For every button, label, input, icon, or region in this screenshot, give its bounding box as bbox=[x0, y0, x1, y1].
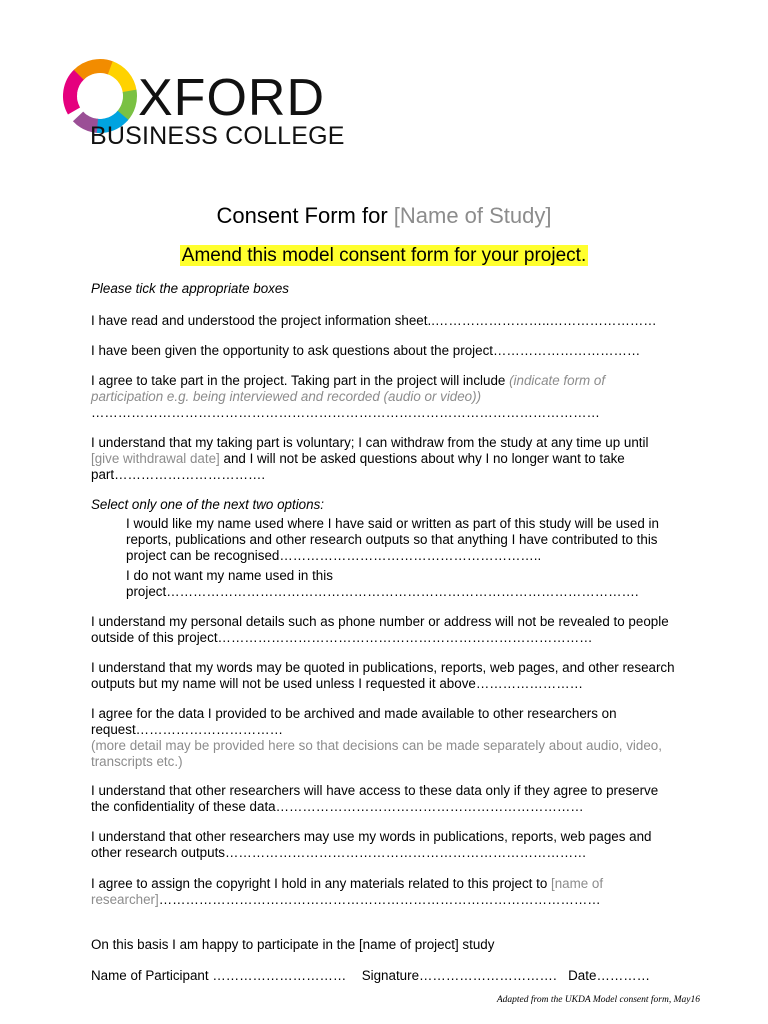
amend-highlight: Amend this model consent form for your project. bbox=[181, 245, 587, 266]
oxford-business-college-logo bbox=[60, 56, 360, 152]
tick-dots: …………………………………………………………… bbox=[275, 799, 584, 814]
basis-statement: On this basis I am happy to participate in the [name of project] study bbox=[91, 937, 495, 952]
item-quoted bbox=[91, 660, 675, 692]
item-text: I understand that other researchers will have access to these data only if they agree to preserve the confidentiality of these data bbox=[91, 783, 659, 814]
date-field[interactable]: ………… bbox=[596, 968, 650, 983]
item-text: I agree for the data I provided to be archived and made available to other researchers on request bbox=[91, 706, 617, 737]
title-prefix: Consent Form for bbox=[216, 203, 394, 228]
logo-subtitle: BUSINESS COLLEGE bbox=[90, 122, 345, 150]
item-confidentiality bbox=[91, 783, 675, 815]
withdrawal-date-hint: [give withdrawal date] bbox=[91, 451, 220, 466]
date-label: Date bbox=[568, 968, 597, 983]
study-name-placeholder: [Name of Study] bbox=[393, 203, 552, 228]
item-text: I agree to assign the copyright I hold in any materials related to this project to bbox=[91, 876, 551, 891]
tick-dots: ……………………………………………………………………………………………. bbox=[166, 584, 639, 599]
tick-dots: ……………………..…………………… bbox=[434, 313, 657, 328]
item-text: I would like my name used where I have said or written as part of this study will be used in reports, publications and other research outputs so that anything I have contributed to this project can be recognised bbox=[126, 516, 659, 563]
item-text: I understand that my taking part is voluntary; I can withdraw from the study at any time up until bbox=[91, 435, 649, 450]
item-questions bbox=[91, 343, 675, 359]
item-text: I understand that my words may be quoted in publications, reports, web pages, and other research outputs but my name will not be used unless I requested it above bbox=[91, 660, 675, 691]
item-text: I understand that other researchers may use my words in publications, reports, web pages and other research outputs bbox=[91, 829, 652, 860]
tick-dots: ……………………………. bbox=[114, 467, 266, 482]
signature-label: Signature bbox=[361, 968, 420, 983]
item-personal-details bbox=[91, 614, 675, 646]
item-text: I have read and understood the project information sheet.. bbox=[91, 313, 435, 328]
tick-dots: ………………………………………………………………………… bbox=[217, 630, 593, 645]
signature-field[interactable]: …………………………. bbox=[419, 968, 557, 983]
participation-hint: (indicate form of participation e.g. being interviewed and recorded (audio or video)) bbox=[91, 373, 606, 404]
item-copyright bbox=[91, 876, 675, 908]
instructions: Please tick the appropriate boxes bbox=[91, 281, 290, 296]
item-text: I agree to take part in the project. Taking part in the project will include bbox=[91, 373, 510, 388]
item-text-cont: project bbox=[126, 584, 167, 599]
archive-hint: (more detail may be provided here so that decisions can be made separately about audio, video, transcripts etc.) bbox=[91, 738, 662, 769]
tick-dots: …………………………………………………………………………………………………… bbox=[91, 405, 600, 420]
item-text: I do not want my name used in this bbox=[126, 568, 333, 583]
item-name-not-used bbox=[126, 568, 675, 600]
item-text: I understand my personal details such as phone number or address will not be revealed to people outside of this project bbox=[91, 614, 669, 645]
item-read bbox=[91, 313, 675, 329]
select-instruction: Select only one of the next two options: bbox=[91, 497, 324, 512]
researcher-name-hint: [name of researcher] bbox=[91, 876, 604, 907]
item-text-cont: and I will not be asked questions about why I no longer want to take part bbox=[91, 451, 625, 482]
item-archived bbox=[91, 706, 675, 770]
tick-dots: ……………………………………………………………………… bbox=[225, 845, 587, 860]
item-take-part bbox=[91, 373, 675, 421]
amend-notice bbox=[0, 243, 768, 269]
item-use-words bbox=[91, 829, 675, 861]
signature-line bbox=[91, 968, 675, 984]
tick-dots: …………………………… bbox=[493, 343, 641, 358]
page-title bbox=[0, 202, 768, 230]
participant-name-field[interactable]: ………………………… bbox=[212, 968, 347, 983]
tick-dots: …………………… bbox=[475, 676, 583, 691]
item-name-used bbox=[126, 516, 675, 564]
participant-name-label: Name of Participant bbox=[91, 968, 213, 983]
item-text: I have been given the opportunity to ask questions about the project bbox=[91, 343, 493, 358]
item-voluntary bbox=[91, 435, 675, 483]
footer-note: Adapted from the UKDA Model consent form, May16 bbox=[496, 995, 700, 1005]
tick-dots: …………………………… bbox=[135, 722, 283, 737]
tick-dots: ……………………………………………………………………………………… bbox=[158, 892, 601, 907]
tick-dots: ………………………………………………….. bbox=[279, 548, 542, 563]
logo-word: XFORD bbox=[138, 69, 325, 127]
